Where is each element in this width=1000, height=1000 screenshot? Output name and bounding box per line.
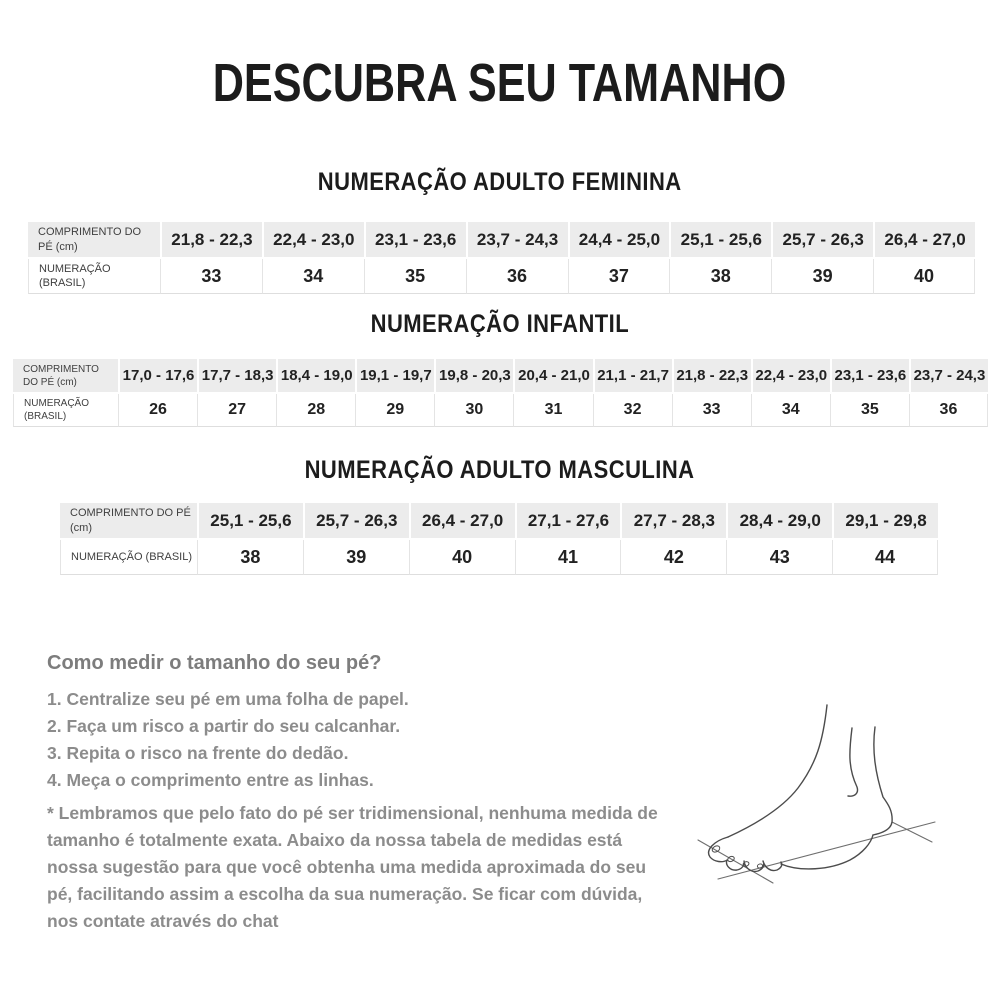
page-title-text: DESCUBRA SEU TAMANHO bbox=[213, 53, 787, 113]
size-number-cell: 28 bbox=[276, 394, 355, 427]
length-range-cell: 17,0 - 17,6 bbox=[118, 359, 197, 392]
foot-ankle-line bbox=[848, 728, 858, 796]
length-range-cell: 22,4 - 23,0 bbox=[262, 222, 364, 257]
size-number-cell: 31 bbox=[513, 394, 592, 427]
size-number-cell: 34 bbox=[262, 259, 364, 294]
length-range-cell: 24,4 - 25,0 bbox=[568, 222, 670, 257]
howto-heading: Como medir o tamanho do seu pé? bbox=[47, 652, 382, 674]
size-number-cell: 39 bbox=[303, 540, 409, 575]
howto-step: 4. Meça o comprimento entre as linhas. bbox=[47, 770, 374, 790]
size-number-cell: 35 bbox=[830, 394, 909, 427]
howto-note: * Lembramos que pelo fato do pé ser tridimensional, nenhuma medida de tamanho é totalmente exata. Abaixo da nossa tabela de medidas está nossa sugestão para que você obtenha uma medida aproximada do seu pé, facilitando assim a escolha da sua numeração. Se ficar com dúvida, nos contate através do chat bbox=[47, 803, 658, 931]
size-number-cell: 36 bbox=[466, 259, 568, 294]
toe-measure-line bbox=[698, 840, 773, 883]
size-number-cell: 33 bbox=[672, 394, 751, 427]
size-number-cell: 37 bbox=[568, 259, 670, 294]
size-number-cell: 34 bbox=[751, 394, 830, 427]
length-range-cell: 23,1 - 23,6 bbox=[364, 222, 466, 257]
size-table-masculina bbox=[60, 503, 938, 575]
size-number-cell: 26 bbox=[118, 394, 197, 427]
foot-instep-outline bbox=[728, 705, 827, 837]
length-range-cell: 17,7 - 18,3 bbox=[197, 359, 276, 392]
length-range-cell: 22,4 - 23,0 bbox=[751, 359, 830, 392]
page-title bbox=[0, 52, 1000, 114]
length-range-cell: 25,1 - 25,6 bbox=[197, 503, 303, 538]
size-table-feminina bbox=[28, 222, 975, 294]
length-range-cell: 23,7 - 24,3 bbox=[466, 222, 568, 257]
length-range-cell: 23,1 - 23,6 bbox=[830, 359, 909, 392]
size-number-cell: 27 bbox=[197, 394, 276, 427]
section-heading-feminina: NUMERAÇÃO ADULTO FEMININA bbox=[318, 168, 682, 196]
size-number-cell: 40 bbox=[409, 540, 515, 575]
size-number-cell: 44 bbox=[832, 540, 938, 575]
length-range-cell: 23,7 - 24,3 bbox=[909, 359, 988, 392]
size-number-cell: 42 bbox=[620, 540, 726, 575]
length-range-cell: 29,1 - 29,8 bbox=[832, 503, 938, 538]
row-label-length: COMPRIMENTO DO PÉ (cm) bbox=[13, 359, 118, 392]
size-table-infantil bbox=[13, 359, 988, 427]
size-number-cell: 39 bbox=[771, 259, 873, 294]
row-label-size: NUMERAÇÃO (BRASIL) bbox=[28, 259, 160, 294]
section-heading-masculina: NUMERAÇÃO ADULTO MASCULINA bbox=[305, 456, 695, 484]
length-range-cell: 25,7 - 26,3 bbox=[771, 222, 873, 257]
length-range-cell: 18,4 - 19,0 bbox=[276, 359, 355, 392]
length-range-cell: 25,1 - 25,6 bbox=[669, 222, 771, 257]
size-number-cell: 33 bbox=[160, 259, 262, 294]
foot-heel-outline bbox=[873, 727, 892, 835]
size-number-cell: 41 bbox=[515, 540, 621, 575]
length-range-cell: 26,4 - 27,0 bbox=[409, 503, 515, 538]
howto-step: 1. Centralize seu pé em uma folha de papel. bbox=[47, 689, 409, 709]
size-number-cell: 30 bbox=[434, 394, 513, 427]
size-number-cell: 36 bbox=[909, 394, 988, 427]
size-number-cell: 40 bbox=[873, 259, 975, 294]
section-heading-infantil: NUMERAÇÃO INFANTIL bbox=[370, 310, 630, 338]
row-label-size: NUMERAÇÃO (BRASIL) bbox=[13, 394, 118, 427]
size-number-cell: 43 bbox=[726, 540, 832, 575]
foot-measurement-illustration bbox=[670, 660, 1000, 940]
size-number-cell: 32 bbox=[593, 394, 672, 427]
length-range-cell: 27,1 - 27,6 bbox=[515, 503, 621, 538]
length-range-cell: 21,1 - 21,7 bbox=[593, 359, 672, 392]
length-range-cell: 21,8 - 22,3 bbox=[160, 222, 262, 257]
size-number-cell: 38 bbox=[669, 259, 771, 294]
row-label-size: NUMERAÇÃO (BRASIL) bbox=[60, 540, 197, 575]
foot-sole-outline bbox=[781, 835, 873, 869]
row-label-length: COMPRIMENTO DO PÉ (cm) bbox=[60, 503, 197, 538]
size-number-cell: 35 bbox=[364, 259, 466, 294]
length-range-cell: 19,1 - 19,7 bbox=[355, 359, 434, 392]
howto-steps bbox=[47, 686, 409, 794]
size-number-cell: 29 bbox=[355, 394, 434, 427]
length-range-cell: 19,8 - 20,3 bbox=[434, 359, 513, 392]
howto-step: 3. Repita o risco na frente do dedão. bbox=[47, 743, 349, 763]
row-label-length: COMPRIMENTO DO PÉ (cm) bbox=[28, 222, 160, 257]
length-range-cell: 26,4 - 27,0 bbox=[873, 222, 975, 257]
length-range-cell: 27,7 - 28,3 bbox=[620, 503, 726, 538]
length-range-cell: 28,4 - 29,0 bbox=[726, 503, 832, 538]
length-range-cell: 25,7 - 26,3 bbox=[303, 503, 409, 538]
howto-step: 2. Faça um risco a partir do seu calcanhar. bbox=[47, 716, 401, 736]
length-range-cell: 20,4 - 21,0 bbox=[513, 359, 592, 392]
size-number-cell: 38 bbox=[197, 540, 303, 575]
length-range-cell: 21,8 - 22,3 bbox=[672, 359, 751, 392]
